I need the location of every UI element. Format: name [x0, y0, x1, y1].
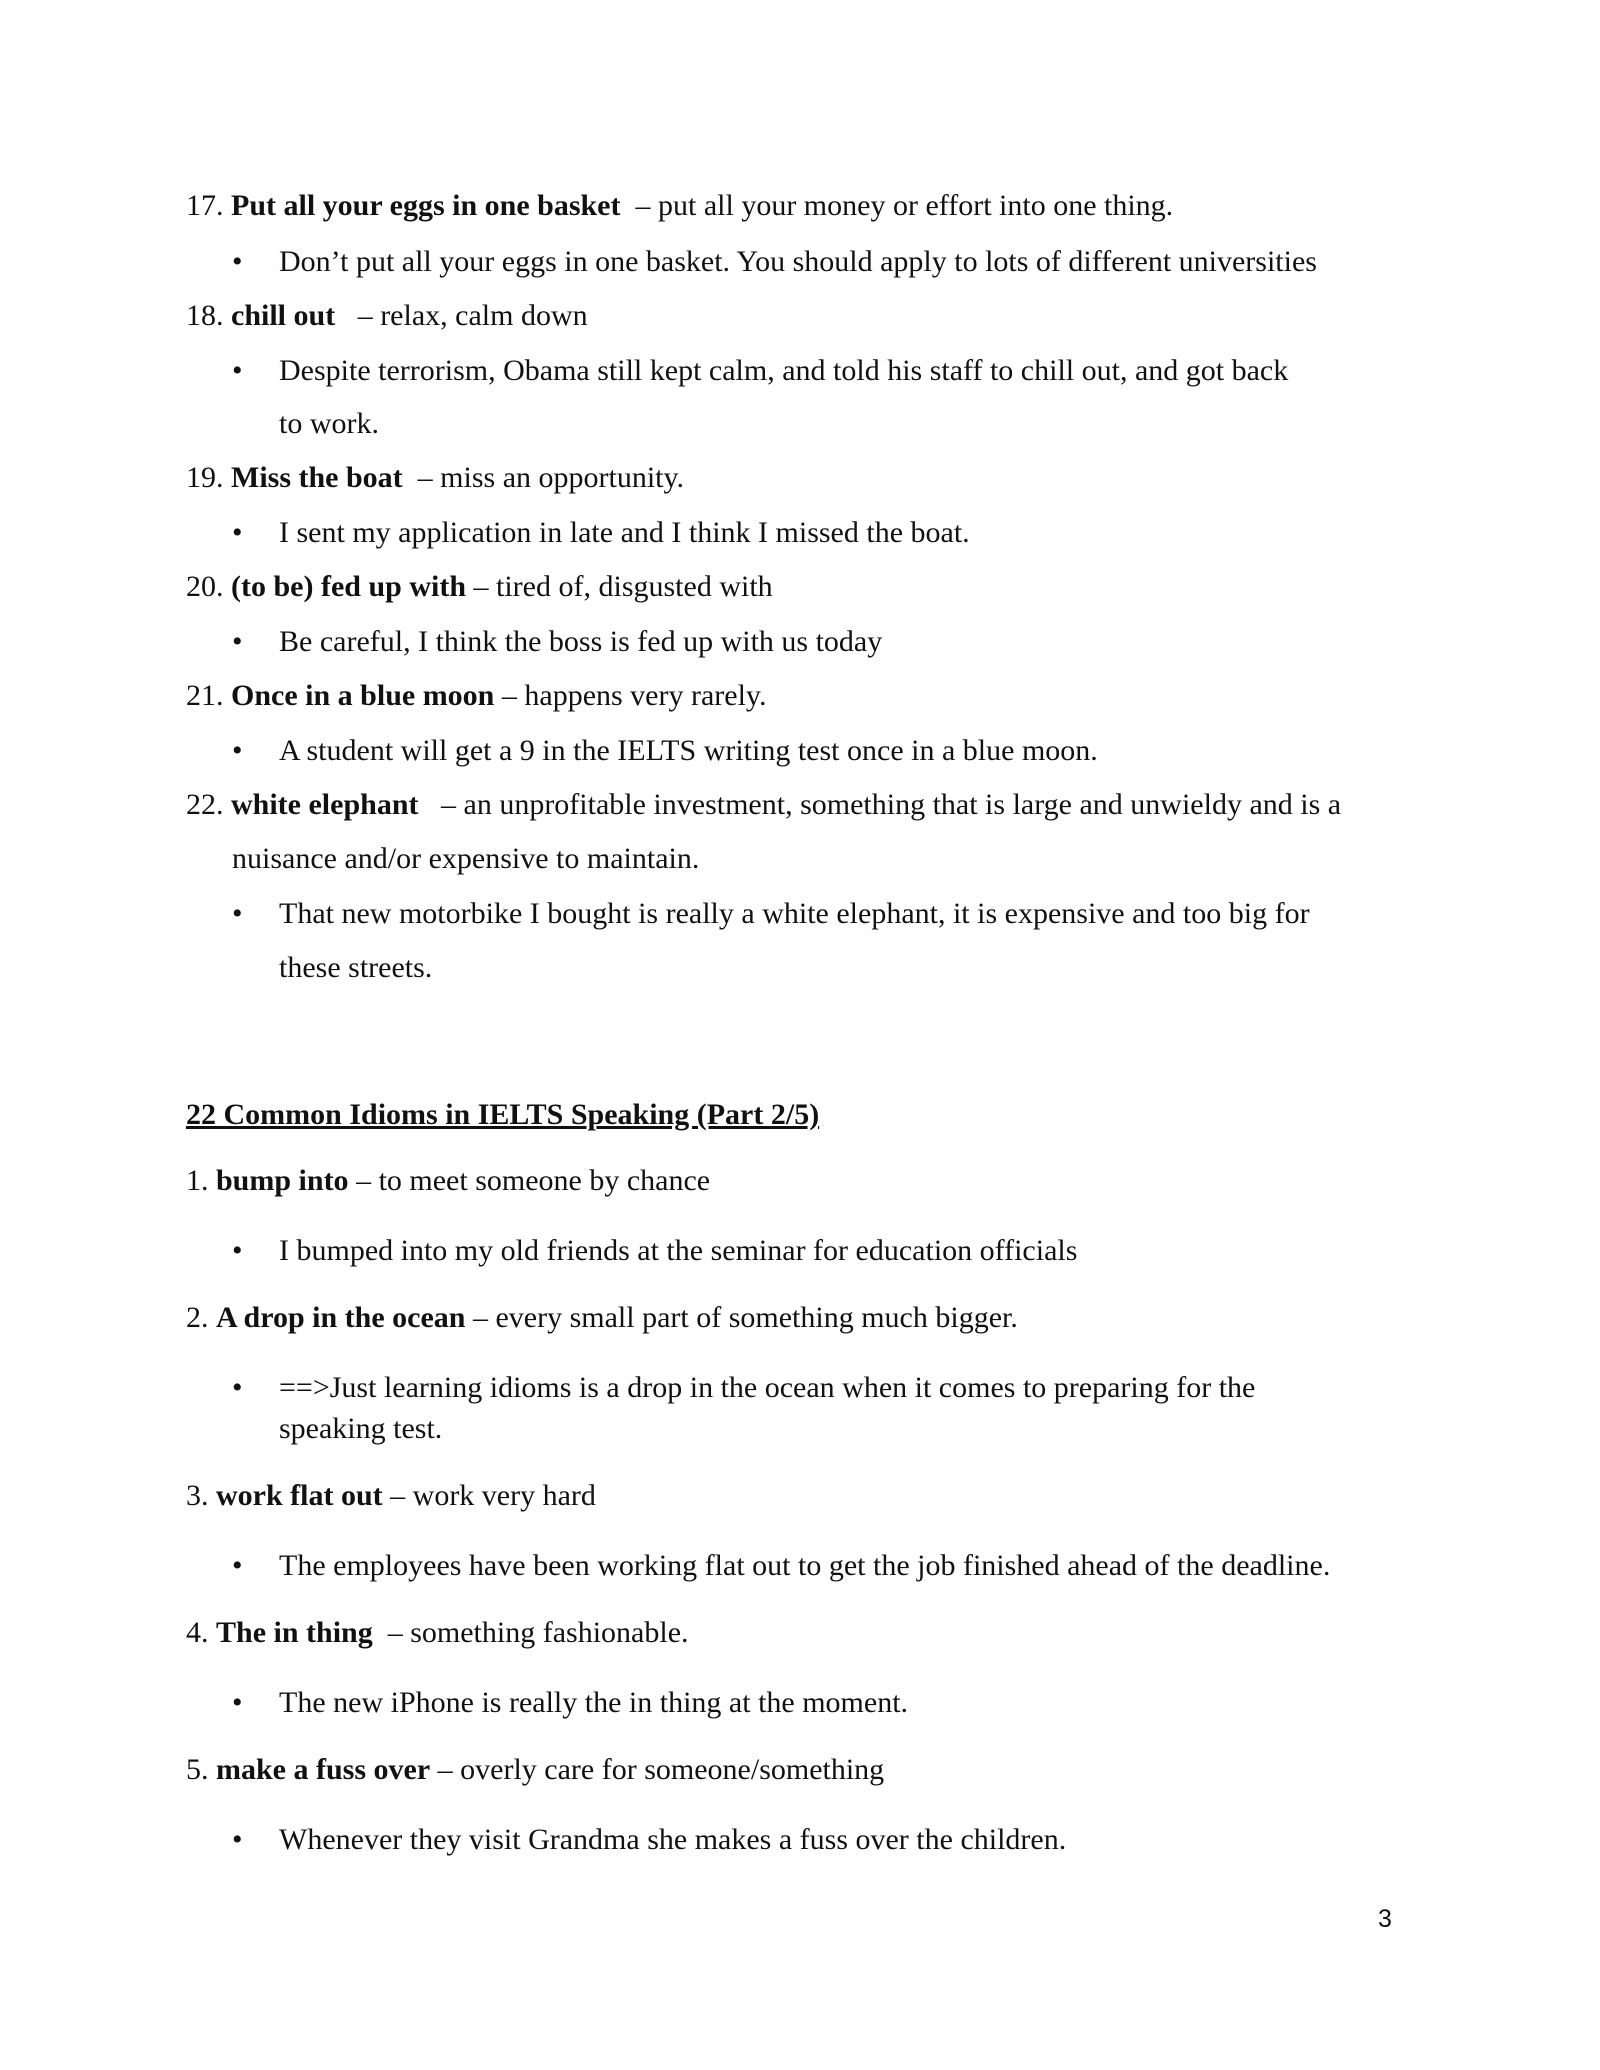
idiom-term: make a fuss over — [216, 1753, 431, 1786]
example-line: That new motorbike I bought is really a white elephant, it is expensive and too big for — [279, 897, 1310, 930]
bullet-icon: • — [232, 734, 243, 767]
item-number: 20. — [186, 570, 224, 603]
example-line: I bumped into my old friends at the seminar for education officials — [279, 1234, 1078, 1267]
example-line: these streets. — [279, 951, 433, 984]
bullet-icon: • — [232, 1234, 243, 1267]
idiom-definition: – an unprofitable investment, something that is large and unwieldy and is a — [441, 788, 1342, 821]
idiom-item-1 — [186, 1163, 710, 1199]
idiom-item-22 — [186, 787, 1341, 823]
bullet-icon: • — [232, 1549, 243, 1582]
example-line: The employees have been working flat out to get the job finished ahead of the deadline. — [279, 1549, 1331, 1582]
idiom-definition: – put all your money or effort into one thing. — [635, 189, 1174, 222]
bullet-icon: • — [232, 516, 243, 549]
idiom-definition: – every small part of something much bigger. — [472, 1301, 1018, 1334]
idiom-item-4 — [186, 1615, 689, 1651]
definition-continuation: nuisance and/or expensive to maintain. — [232, 842, 700, 875]
idiom-item-18 — [186, 298, 588, 334]
idiom-item-21 — [186, 678, 766, 714]
example-line: A student will get a 9 in the IELTS writing test once in a blue moon. — [279, 734, 1098, 767]
item-number: 18. — [186, 299, 224, 332]
idiom-item-20 — [186, 569, 773, 605]
idiom-term: Once in a blue moon — [231, 679, 495, 712]
example-line: Despite terrorism, Obama still kept calm, and told his staff to chill out, and got back — [279, 354, 1289, 387]
idiom-term: A drop in the ocean — [216, 1301, 466, 1334]
example-line: ==>Just learning idioms is a drop in the ocean when it comes to preparing for the — [279, 1371, 1256, 1404]
idiom-definition: – overly care for someone/something — [437, 1753, 885, 1786]
idiom-definition: – something fashionable. — [387, 1616, 689, 1649]
item-number: 19. — [186, 461, 224, 494]
idiom-term: bump into — [216, 1164, 349, 1197]
item-number: 1. — [186, 1164, 209, 1197]
section-heading: 22 Common Idioms in IELTS Speaking (Part 2/5) — [186, 1098, 820, 1131]
idiom-item-3 — [186, 1478, 596, 1514]
idiom-term: work flat out — [216, 1479, 383, 1512]
bullet-icon: • — [232, 354, 243, 387]
idiom-term: Put all your eggs in one basket — [231, 189, 621, 222]
bullet-icon: • — [232, 1686, 243, 1719]
idiom-term: chill out — [231, 299, 336, 332]
example-line: Don’t put all your eggs in one basket. You should apply to lots of different universities — [279, 245, 1317, 278]
item-number: 5. — [186, 1753, 209, 1786]
idiom-definition: – miss an opportunity. — [417, 461, 685, 494]
example-line: Whenever they visit Grandma she makes a fuss over the children. — [279, 1823, 1067, 1856]
example-line: I sent my application in late and I think I missed the boat. — [279, 516, 970, 549]
idiom-term: The in thing — [216, 1616, 373, 1649]
item-number: 3. — [186, 1479, 209, 1512]
idiom-definition: – work very hard — [390, 1479, 596, 1512]
item-number: 4. — [186, 1616, 209, 1649]
item-number: 21. — [186, 679, 224, 712]
bullet-icon: • — [232, 245, 243, 278]
example-line: The new iPhone is really the in thing at the moment. — [279, 1686, 909, 1719]
idiom-item-17 — [186, 188, 1173, 224]
page-number: 3 — [1378, 1905, 1392, 1933]
bullet-icon: • — [232, 625, 243, 658]
idiom-term: Miss the boat — [231, 461, 403, 494]
bullet-icon: • — [232, 1823, 243, 1856]
example-line: Be careful, I think the boss is fed up with us today — [279, 625, 883, 658]
example-line: to work. — [279, 407, 379, 440]
idiom-definition: – happens very rarely. — [501, 679, 767, 712]
idiom-term: white elephant — [231, 788, 419, 821]
bullet-icon: • — [232, 897, 243, 930]
idiom-item-2 — [186, 1300, 1018, 1336]
example-line: speaking test. — [279, 1412, 443, 1445]
bullet-icon: • — [232, 1371, 243, 1404]
item-number: 2. — [186, 1301, 209, 1334]
idiom-definition: – relax, calm down — [357, 299, 588, 332]
idiom-term: (to be) fed up with — [231, 570, 467, 603]
item-number: 17. — [186, 189, 224, 222]
idiom-item-5 — [186, 1752, 884, 1788]
idiom-definition: – tired of, disgusted with — [473, 570, 773, 603]
idiom-item-19 — [186, 460, 684, 496]
item-number: 22. — [186, 788, 224, 821]
idiom-definition: – to meet someone by chance — [356, 1164, 711, 1197]
